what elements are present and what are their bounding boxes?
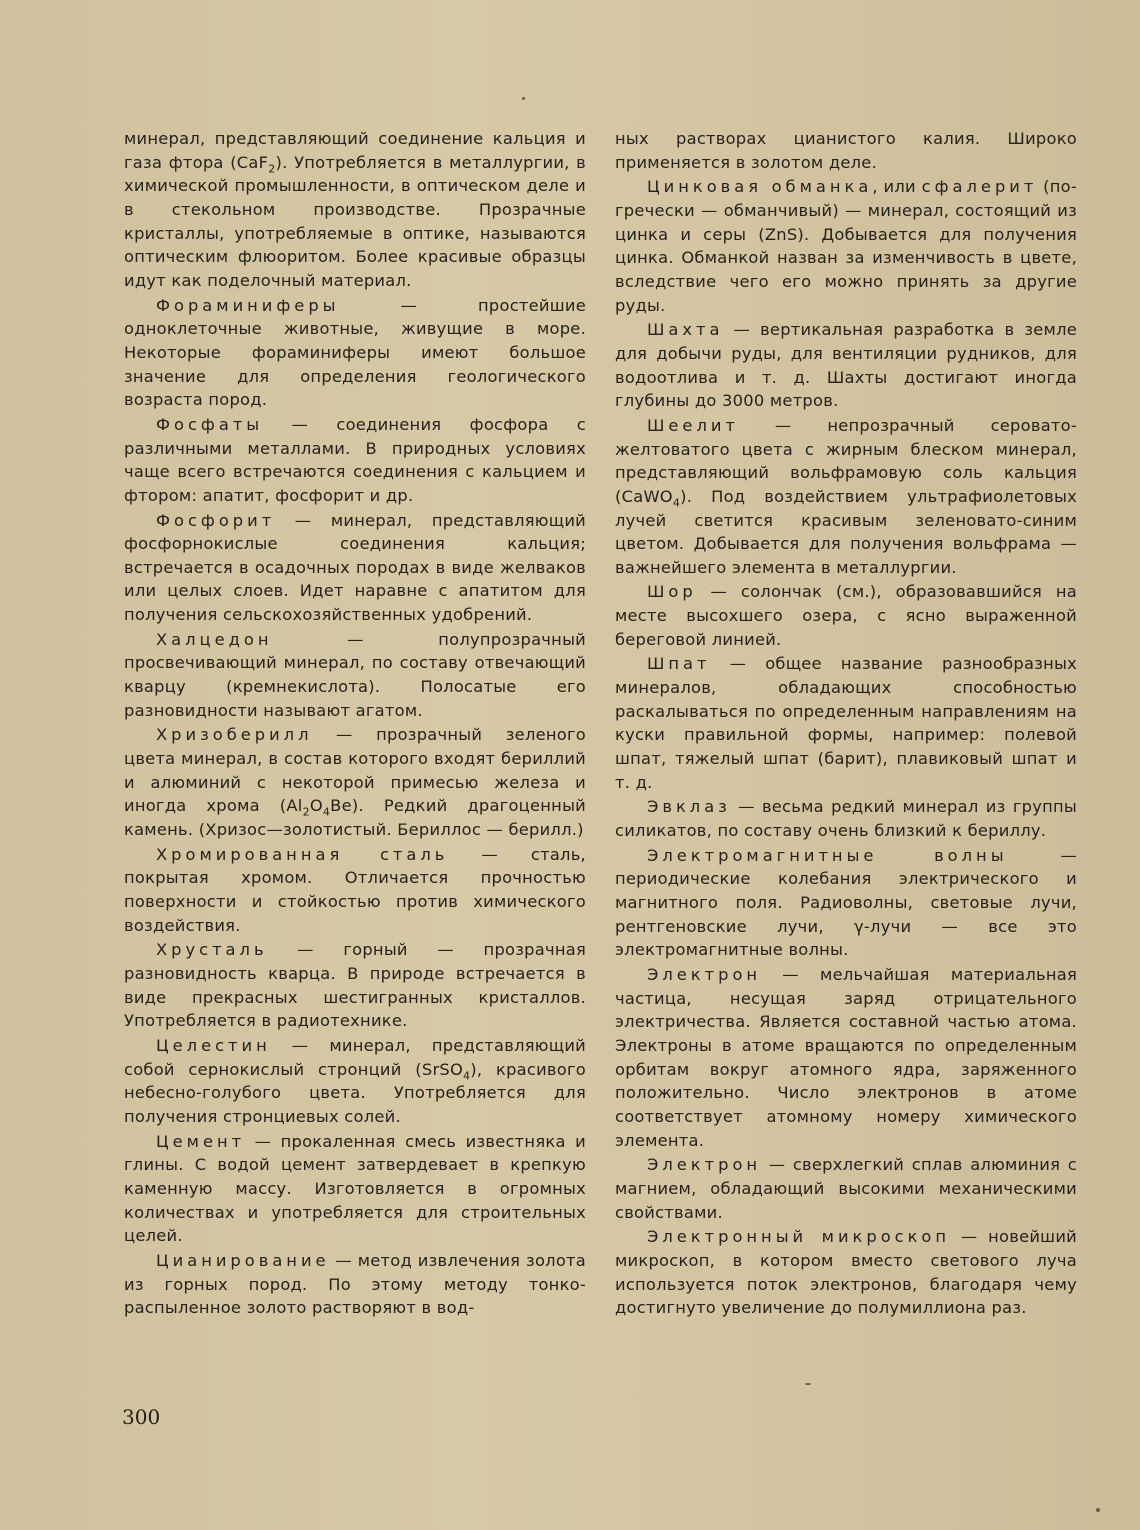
entry-text: — непрозрачный серовато-желтоватого цвета с жирным блеском минерал, представляющий вольфрамовую соль кальция (CaWO bbox=[615, 415, 1077, 506]
entry-text: Be). Редкий драгоценный камень. (Хризос—золотистый. Бериллос — берилл.) bbox=[124, 796, 587, 840]
dictionary-entry bbox=[615, 175, 1077, 317]
entry-text: ных растворах цианистого калия. Широко применяется в золотом деле. bbox=[615, 129, 1077, 172]
formula-subscript: 4 bbox=[463, 1068, 471, 1082]
entry-term: Фосфаты bbox=[156, 414, 264, 434]
entry-term: Эвклаз bbox=[647, 797, 731, 817]
dictionary-entry bbox=[615, 963, 1077, 1152]
entry-text: минерал, представляющий соединение кальция и газа фтора (CaF bbox=[124, 129, 586, 172]
formula-subscript: 2 bbox=[302, 805, 310, 819]
entry-term: сфалерит bbox=[921, 177, 1038, 197]
right-column bbox=[615, 127, 1077, 1321]
entry-term: Электрон bbox=[647, 964, 762, 984]
page-number: 300 bbox=[122, 1405, 161, 1429]
entry-term: Шахта bbox=[647, 320, 724, 340]
entry-text: — полупрозрачный просвечивающий минерал, по составу отвечающий кварцу (кремнекислота). Полосатые его разновидности называют агатом. bbox=[124, 629, 586, 720]
entry-text: , или bbox=[872, 177, 922, 197]
entry-text: — минерал, представляющий фосфорнокислые соединения кальция; встречается в осадочных породах в виде желваков или целых слоев. Идет наравне с апатитом для получения сельскохозяйственных удобрений. bbox=[124, 510, 586, 625]
dictionary-entry bbox=[615, 318, 1077, 413]
dictionary-entry bbox=[124, 843, 586, 938]
entry-text: — периодические колебания электрического и магнитного поля. Радиоволны, световые лучи, рентгеновские лучи, γ-лучи — все это электромагнитные волны. bbox=[615, 845, 1077, 960]
entry-text: — мельчайшая материальная частица, несущая заряд отрицательного электричества. Является составной частью атома. Электроны в атоме вращаются по определенным орбитам вокруг атомного ядра, заряженного положительно. Число электронов в атоме соответствует атомному номеру химического элемента. bbox=[615, 964, 1077, 1150]
entry-text: — вертикальная разработка в земле для добычи руды, для вентиляции рудников, для водоотлива и т. д. Шахты достигают иногда глубины до 3000 метров. bbox=[615, 320, 1077, 411]
entry-text: — весьма редкий минерал из группы силикатов, по составу очень близкий к бериллу. bbox=[615, 797, 1077, 841]
entry-text: — метод извлечения золота из горных пород. По этому методу тонко-распыленное золото растворяют в вод- bbox=[124, 1250, 586, 1318]
entry-text: — прокаленная смесь известняка и глины. С водой цемент затвердевает в крепкую каменную массу. Изготовляется в огромных количествах и употребляется для строительных целей. bbox=[124, 1131, 586, 1246]
entry-text: — новейший микроскоп, в котором вместо светового луча используется поток электронов, благодаря чему достигнуто увеличение до полумиллиона раз. bbox=[615, 1227, 1077, 1318]
entry-term: Цианирование bbox=[156, 1250, 330, 1270]
continued-text bbox=[615, 127, 1077, 174]
entry-term: Шеелит bbox=[647, 415, 739, 435]
dictionary-entry bbox=[124, 723, 586, 841]
entry-term: Фосфорит bbox=[156, 510, 276, 530]
entry-term: Электромагнитные волны bbox=[647, 845, 1008, 865]
dictionary-entry bbox=[615, 1153, 1077, 1224]
entry-term: Хризоберилл bbox=[156, 725, 313, 745]
dictionary-entry bbox=[124, 1249, 586, 1320]
left-column bbox=[124, 127, 586, 1321]
entry-term: Хромированная сталь bbox=[156, 844, 449, 864]
entry-term: Хрусталь bbox=[156, 940, 268, 960]
entry-term: Фораминиферы bbox=[156, 295, 340, 315]
entry-term: Электронный микроскоп bbox=[647, 1227, 951, 1247]
entry-term: Шпат bbox=[647, 654, 711, 674]
entry-text: — соединения фосфора с различными металлами. В природных условиях чаще всего встречаются соединения с кальцием и фтором: апатит, фосфорит и др. bbox=[124, 414, 586, 505]
print-speck bbox=[805, 1383, 811, 1385]
entry-term: Целестин bbox=[156, 1035, 271, 1055]
entry-text: (по-гречески — обманчивый) — минерал, состоящий из цинка и серы (ZnS). Добывается для получения цинка. Обманкой назван за изменчивость в цвете, вследствие чего его можно принять за другие руды. bbox=[615, 177, 1077, 315]
entry-term: Электрон bbox=[647, 1155, 762, 1175]
dictionary-entry bbox=[124, 413, 586, 508]
dictionary-entry bbox=[615, 414, 1077, 580]
formula-subscript: 4 bbox=[672, 496, 681, 510]
dictionary-entry bbox=[124, 294, 586, 412]
entry-text: ). Употребляется в металлургии, в химической промышленности, в оптическом деле и в стекольном производстве. Прозрачные кристаллы, употребляемые в оптике, называются оптическим флюоритом. Более красивые образцы идут как поделочный материал. bbox=[124, 152, 586, 290]
dictionary-entry bbox=[615, 1225, 1077, 1320]
entry-text: — прозрачный зеленого цвета минерал, в состав которого входят бериллий и алюминий с некоторой примесью железа и иногда хрома (Al bbox=[124, 725, 586, 816]
dictionary-entry bbox=[124, 628, 586, 723]
formula-subscript: 4 bbox=[322, 805, 331, 819]
dictionary-entry bbox=[124, 938, 586, 1033]
entry-text: — солончак (см.), образовавшийся на месте высохшего озера, с ясно выраженной береговой линией. bbox=[615, 582, 1077, 649]
dictionary-entry bbox=[124, 509, 586, 627]
dictionary-entry bbox=[124, 1034, 586, 1129]
entry-term: Цинковая обманка bbox=[647, 177, 873, 197]
entry-term: Халцедон bbox=[156, 629, 273, 649]
dictionary-entry bbox=[124, 1130, 586, 1248]
entry-text: — общее название разнообразных минералов, обладающих способностью раскалываться по определенным направлениям на куски правильной формы, например: полевой шпат, тяжелый шпат (барит), плавиковый шпат и т. д. bbox=[615, 654, 1077, 792]
continued-text bbox=[124, 127, 586, 293]
entry-text: — простейшие одноклеточные животные, живущие в море. Некоторые фораминиферы имеют большое значение для определения геологического возраста пород. bbox=[124, 295, 586, 410]
formula-subscript: 2 bbox=[268, 161, 276, 175]
entry-text: ), красивого небесно-голубого цвета. Употребляется для получения стронциевых солей. bbox=[124, 1059, 586, 1126]
entry-text: — сталь, покрытая хромом. Отличается прочностью поверхности и стойкостью против химического воздействия. bbox=[124, 844, 586, 935]
dictionary-entry bbox=[615, 795, 1077, 842]
entry-text: O bbox=[309, 796, 323, 816]
entry-text: — сверхлегкий сплав алюминия с магнием, обладающий высокими механическими свойствами. bbox=[615, 1155, 1077, 1222]
dictionary-entry bbox=[615, 652, 1077, 794]
entry-text: — минерал, представляющий собой сернокислый стронций (SrSO bbox=[124, 1035, 586, 1079]
print-speck bbox=[522, 97, 525, 100]
entry-text: ). Под воздействием ультрафиолетовых лучей светится красивым зеленовато-синим цветом. Добывается для получения вольфрама — важнейшего элемента в металлургии. bbox=[615, 486, 1077, 577]
entry-text: — горный — прозрачная разновидность кварца. В природе встречается в виде прекрасных шестигранных кристаллов. Употребляется в радиотехнике. bbox=[124, 940, 586, 1031]
dictionary-entry bbox=[615, 580, 1077, 651]
entry-term: Цемент bbox=[156, 1131, 246, 1151]
dictionary-entry bbox=[615, 844, 1077, 962]
entry-term: Шор bbox=[647, 582, 697, 602]
print-speck bbox=[1096, 1508, 1100, 1512]
